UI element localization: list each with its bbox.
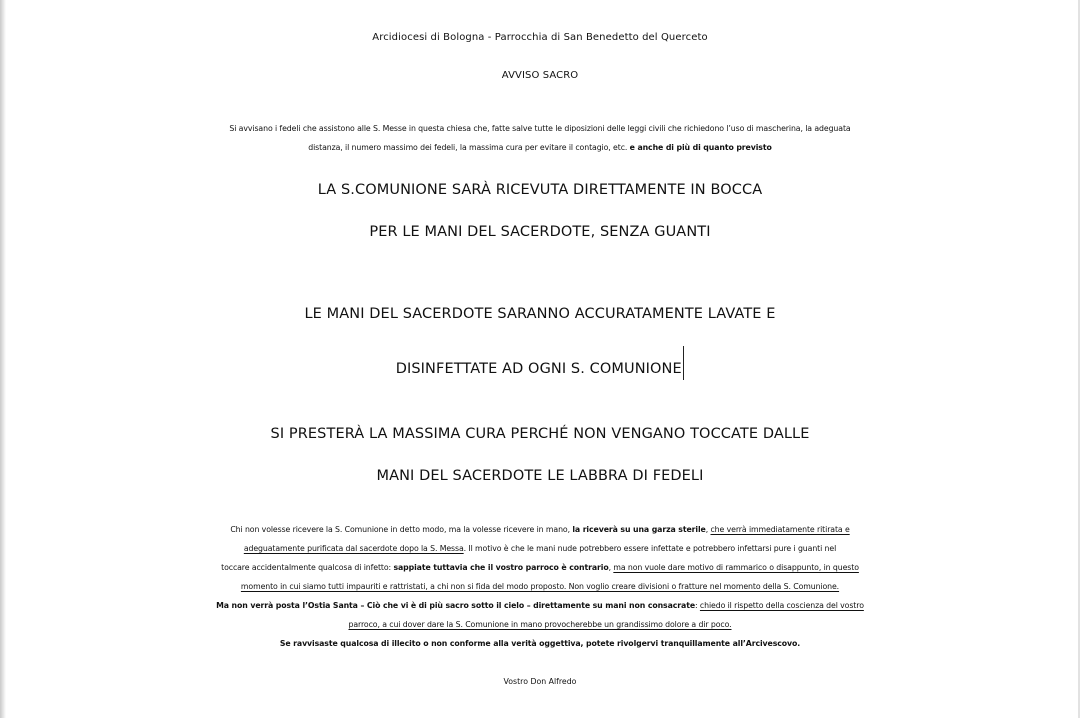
- headline-2-line-1: LE MANI DEL SACERDOTE SARANNO ACCURATAMENTE LAVATE E: [304, 306, 776, 322]
- body-line-7: [0, 639, 1080, 648]
- header-title: Arcidiocesi di Bologna - Parrocchia di San Benedetto del Querceto: [372, 32, 708, 43]
- body-line-2-underlined: adeguatamente purificata dal sacerdote dopo la S. Messa: [243, 544, 464, 553]
- headline-3-line-2: MANI DEL SACERDOTE LE LABBRA DI FEDELI: [376, 468, 704, 484]
- body-line-5-underlined: chiedo il rispetto della coscienza del vostro: [699, 601, 864, 610]
- headline-1-line-2: PER LE MANI DEL SACERDOTE, SENZA GUANTI: [369, 224, 711, 240]
- body-line-6: [0, 620, 1080, 629]
- body-line-2-b: . Il motivo è che le mani nude potrebbero essere infettate e potrebbero infettarsi pure i guanti nel: [463, 544, 837, 553]
- text-cursor: [683, 346, 685, 380]
- signature: Vostro Don Alfredo: [503, 677, 577, 686]
- body-line-3-a: toccare accidentalmente qualcosa di infetto:: [221, 563, 394, 572]
- headline-2-line-2-text: DISINFETTATE AD OGNI S. COMUNIONE: [395, 361, 682, 377]
- body-line-4-underlined: momento in cui siamo tutti impauriti e rattristati, a chi non si fida del modo proposto. Non voglio creare divisioni o fratture nel momento della S. Comunione.: [240, 582, 840, 591]
- body-line-2: [0, 544, 1080, 553]
- headline-2-line-2: [0, 346, 1080, 380]
- intro-line-2: [0, 143, 1080, 152]
- body-line-5-b: :: [695, 601, 700, 610]
- headline-1-line-1: LA S.COMUNIONE SARÀ RICEVUTA DIRETTAMENTE IN BOCCA: [317, 182, 763, 198]
- body-line-1-a: Chi non volesse ricevere la S. Comunione in detto modo, ma la volesse ricevere in mano,: [230, 525, 573, 534]
- body-line-5-bold: Ma non verrà posta l’Ostia Santa – Ciò che vi è di più sacro sotto il cielo – direttamente su mani non consacrate: [216, 601, 696, 610]
- intro-line-2-text: distanza, il numero massimo dei fedeli, la massima cura per evitare il contagio, etc.: [308, 143, 630, 152]
- body-line-6-underlined: parroco, a cui dover dare la S. Comunione in mano provocherebbe un grandissimo dolore a dir poco.: [348, 620, 732, 629]
- body-line-3-c: ,: [608, 563, 614, 572]
- body-line-7-bold: Se ravvisaste qualcosa di illecito o non conforme alla verità oggettiva, potete rivolgervi tranquillamente all’Arcivescovo.: [279, 639, 801, 648]
- body-line-4: [0, 582, 1080, 591]
- body-line-1: [0, 525, 1080, 534]
- body-line-1-c: ,: [705, 525, 711, 534]
- body-line-3-bold: sappiate tuttavia che il vostro parroco è contrario: [393, 563, 609, 572]
- body-line-5: [0, 601, 1080, 610]
- headline-3-line-1: SI PRESTERÀ LA MASSIMA CURA PERCHÉ NON VENGANO TOCCATE DALLE: [270, 426, 810, 442]
- header-notice-title: AVVISO SACRO: [501, 70, 579, 81]
- body-line-1-underlined: che verrà immediatamente ritirata e: [710, 525, 850, 534]
- intro-line-1: Si avvisano i fedeli che assistono alle S. Messe in questa chiesa che, fatte salve tutte le diposizioni delle leggi civili che richiedono l’uso di mascherina, la adeguata: [229, 124, 851, 133]
- body-line-3-underlined: ma non vuole dare motivo di rammarico o disappunto, in questo: [613, 563, 859, 572]
- body-line-1-bold: la riceverà su una garza sterile: [572, 525, 706, 534]
- body-line-3: [0, 563, 1080, 572]
- intro-line-2-bold: e anche di più di quanto previsto: [629, 143, 772, 152]
